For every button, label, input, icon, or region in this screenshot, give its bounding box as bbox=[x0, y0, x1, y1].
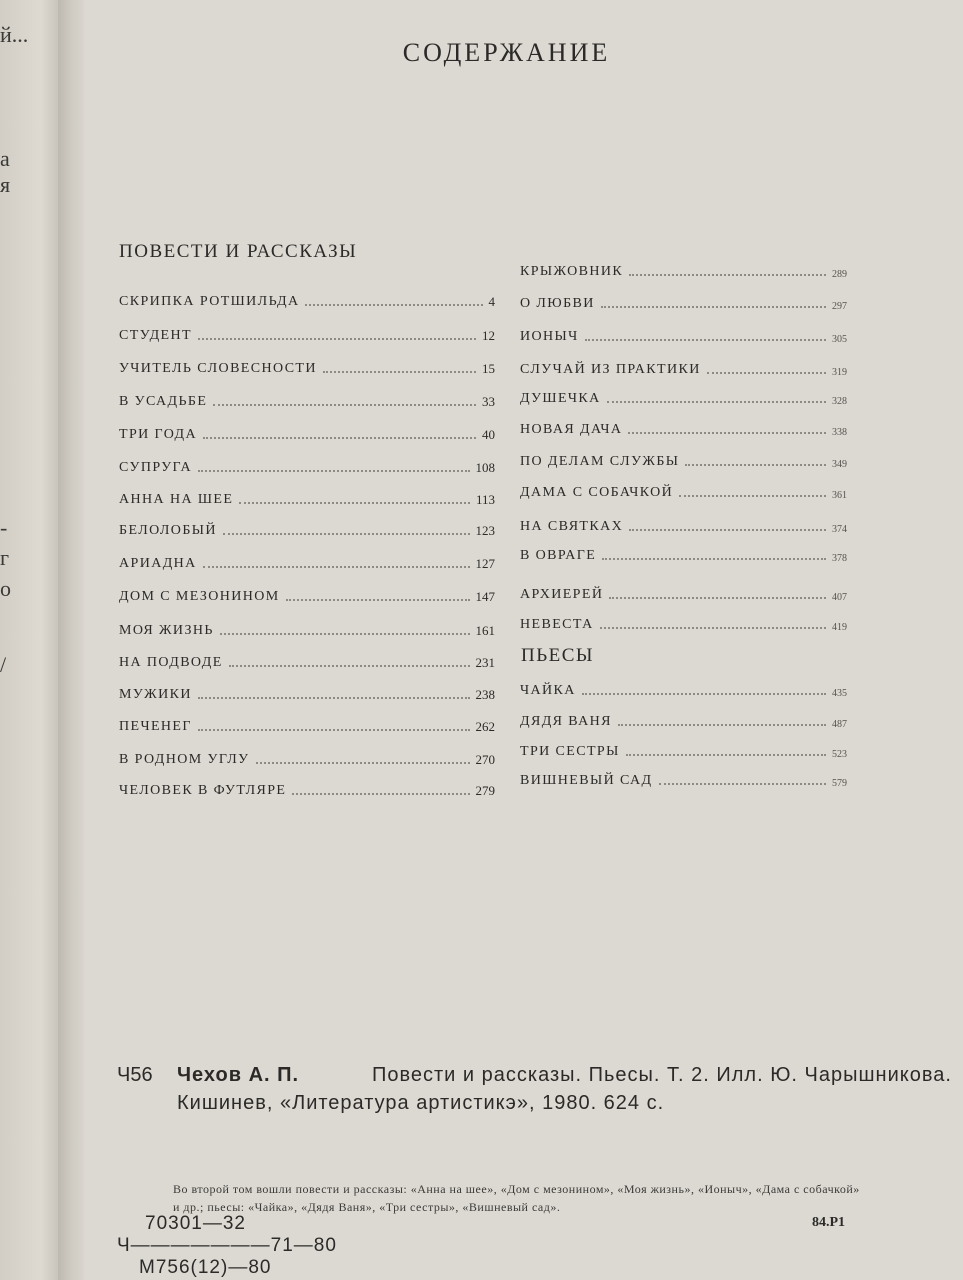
toc-leader-dots bbox=[239, 502, 470, 504]
toc-entry-page: 270 bbox=[475, 752, 495, 767]
toc-entry bbox=[520, 358, 847, 378]
toc-leader-dots bbox=[629, 274, 826, 276]
toc-leader-dots bbox=[292, 793, 469, 795]
toc-entry bbox=[119, 779, 495, 799]
toc-entry-page: 378 bbox=[832, 553, 847, 564]
toc-entry-title: ДОМ С МЕЗОНИНОМ bbox=[119, 589, 280, 604]
section-heading-plays: ПЬЕСЫ bbox=[521, 645, 594, 666]
left-page-edge bbox=[0, 0, 58, 1280]
contents-page bbox=[84, 0, 963, 1280]
toc-entry-title: НА СВЯТКАХ bbox=[520, 519, 624, 534]
toc-leader-dots bbox=[607, 401, 826, 403]
toc-leader-dots bbox=[286, 599, 470, 601]
toc-entry-title: СКРИПКА РОТШИЛЬДА bbox=[119, 294, 300, 309]
toc-entry-title: БЕЛОЛОБЫЙ bbox=[119, 523, 217, 538]
toc-entry-title: ПО ДЕЛАМ СЛУЖБЫ bbox=[520, 454, 680, 469]
toc-entry-title: ДАМА С СОБАЧКОЙ bbox=[520, 485, 674, 500]
toc-entry-page: 297 bbox=[832, 301, 847, 312]
toc-leader-dots bbox=[203, 566, 470, 568]
toc-entry-title: ИОНЫЧ bbox=[520, 329, 579, 344]
toc-entry-title: В ОВРАГЕ bbox=[520, 548, 597, 563]
toc-entry-title: АРИАДНА bbox=[119, 556, 197, 571]
page-title: СОДЕРЖАНИЕ bbox=[402, 38, 611, 67]
left-page-fragment: я bbox=[0, 172, 11, 197]
toc-entry-page: 338 bbox=[832, 427, 847, 438]
toc-entry bbox=[520, 679, 847, 699]
toc-leader-dots bbox=[582, 693, 826, 695]
toc-entry-page: 15 bbox=[482, 361, 495, 376]
left-page-fragment: й... bbox=[0, 22, 29, 47]
toc-entry-title: СЛУЧАЙ ИЗ ПРАКТИКИ bbox=[520, 362, 701, 377]
toc-entry bbox=[520, 613, 847, 633]
toc-leader-dots bbox=[213, 404, 476, 406]
toc-leader-dots bbox=[223, 533, 470, 535]
toc-entry-title: НЕВЕСТА bbox=[520, 617, 594, 632]
toc-entry-title: В УСАДЬБЕ bbox=[119, 394, 208, 409]
toc-leader-dots bbox=[229, 665, 470, 667]
toc-leader-dots bbox=[626, 754, 826, 756]
toc-entry bbox=[119, 456, 495, 476]
toc-entry-page: 487 bbox=[832, 719, 847, 730]
left-page-fragment: - bbox=[0, 515, 8, 540]
toc-entry-page: 328 bbox=[832, 396, 847, 407]
toc-entry-title: СУПРУГА bbox=[119, 460, 193, 475]
toc-entry bbox=[119, 488, 495, 508]
toc-entry-page: 435 bbox=[832, 688, 847, 699]
toc-leader-dots bbox=[707, 372, 826, 374]
toc-leader-dots bbox=[602, 558, 826, 560]
toc-entry bbox=[119, 324, 495, 344]
toc-leader-dots bbox=[198, 697, 470, 699]
toc-entry bbox=[119, 357, 495, 377]
toc-entry bbox=[119, 519, 495, 539]
toc-entry-page: 523 bbox=[832, 749, 847, 760]
toc-entry bbox=[520, 710, 847, 730]
toc-entry bbox=[520, 515, 847, 535]
catalog-index-bottom: М756(12)—80 bbox=[139, 1257, 272, 1278]
toc-entry bbox=[520, 260, 847, 280]
toc-entry bbox=[520, 450, 847, 470]
toc-leader-dots bbox=[305, 304, 482, 306]
toc-entry-page: 579 bbox=[832, 778, 847, 789]
toc-leader-dots bbox=[685, 464, 826, 466]
toc-entry-page: 305 bbox=[832, 334, 847, 345]
toc-entry-title: В РОДНОМ УГЛУ bbox=[119, 752, 250, 767]
toc-entry-title: НОВАЯ ДАЧА bbox=[520, 422, 623, 437]
left-page-fragment: г bbox=[0, 545, 10, 570]
toc-entry-title: НА ПОДВОДЕ bbox=[119, 655, 223, 670]
toc-entry bbox=[520, 292, 847, 312]
section-heading-stories: ПОВЕСТИ И РАССКАЗЫ bbox=[119, 241, 358, 262]
book-title-line: Повести и рассказы. Пьесы. Т. 2. Илл. Ю. Чарышникова. bbox=[372, 1064, 952, 1086]
catalog-index-top: 70301—32 bbox=[145, 1213, 246, 1234]
toc-entry bbox=[119, 683, 495, 703]
toc-entry-title: УЧИТЕЛЬ СЛОВЕСНОСТИ bbox=[119, 361, 317, 376]
toc-entry bbox=[520, 387, 847, 407]
toc-entry bbox=[119, 423, 495, 443]
left-page-fragment: / bbox=[0, 652, 7, 677]
toc-entry-page: 289 bbox=[832, 269, 847, 280]
toc-entry-page: 419 bbox=[832, 622, 847, 633]
classification-code: 84.Р1 bbox=[812, 1215, 846, 1230]
toc-leader-dots bbox=[659, 783, 827, 785]
library-code: Ч56 bbox=[117, 1064, 153, 1086]
toc-entry bbox=[520, 769, 847, 789]
catalog-index-middle: Ч———————71—80 bbox=[117, 1235, 337, 1256]
toc-entry-page: 349 bbox=[832, 459, 847, 470]
toc-entry-title: МУЖИКИ bbox=[119, 687, 192, 702]
toc-leader-dots bbox=[203, 437, 476, 439]
toc-leader-dots bbox=[618, 724, 826, 726]
toc-leader-dots bbox=[198, 338, 476, 340]
toc-leader-dots bbox=[679, 495, 826, 497]
toc-entry-page: 123 bbox=[475, 523, 495, 538]
toc-entry bbox=[520, 583, 847, 603]
toc-entry-title: О ЛЮБВИ bbox=[520, 296, 595, 311]
toc-entry-page: 33 bbox=[482, 394, 495, 409]
toc-entry-page: 361 bbox=[832, 490, 847, 501]
toc-entry-title: ТРИ ГОДА bbox=[119, 427, 197, 442]
toc-entry-title: ДЯДЯ ВАНЯ bbox=[520, 714, 612, 729]
toc-entry-page: 262 bbox=[475, 719, 495, 734]
toc-entry-title: МОЯ ЖИЗНЬ bbox=[119, 623, 214, 638]
left-page-fragment: а bbox=[0, 146, 10, 171]
annotation-text: Во второй том вошли повести и рассказы: «Анна на шее», «Дом с мезонином», «Моя жизнь», «Ионыч», «Дама с собачкой» и др.; пьесы: «Чайка», «Дядя Ваня», «Три сестры», «Вишневый сад». bbox=[173, 1182, 860, 1214]
toc-entry bbox=[520, 740, 847, 760]
author-name: Чехов А. П. bbox=[177, 1064, 300, 1086]
toc-entry-title: СТУДЕНТ bbox=[119, 328, 192, 343]
toc-leader-dots bbox=[600, 627, 826, 629]
toc-entry-title: АРХИЕРЕЙ bbox=[520, 587, 604, 602]
toc-entry-page: 113 bbox=[475, 492, 495, 507]
toc-leader-dots bbox=[609, 597, 826, 599]
toc-leader-dots bbox=[198, 470, 469, 472]
toc-entry bbox=[119, 552, 495, 572]
toc-entry-title: ЧАЙКА bbox=[520, 683, 576, 698]
toc-entry-page: 40 bbox=[482, 427, 495, 442]
toc-entry-title: КРЫЖОВНИК bbox=[520, 264, 624, 279]
toc-entry bbox=[119, 619, 495, 639]
toc-leader-dots bbox=[220, 633, 470, 635]
toc-entry bbox=[119, 585, 495, 605]
toc-entry-title: АННА НА ШЕЕ bbox=[119, 492, 234, 507]
toc-entry-page: 231 bbox=[475, 655, 495, 670]
toc-entry-page: 319 bbox=[832, 367, 847, 378]
toc-leader-dots bbox=[601, 306, 826, 308]
toc-leader-dots bbox=[628, 432, 826, 434]
toc-entry bbox=[119, 651, 495, 671]
toc-entry bbox=[520, 418, 847, 438]
toc-entry-page: 4 bbox=[488, 294, 495, 309]
toc-entry-page: 161 bbox=[475, 623, 495, 638]
toc-entry-page: 407 bbox=[832, 592, 847, 603]
toc-entry-page: 147 bbox=[475, 589, 495, 604]
toc-entry-page: 127 bbox=[475, 556, 495, 571]
toc-entry-page: 374 bbox=[832, 524, 847, 535]
toc-entry-page: 279 bbox=[475, 783, 495, 798]
toc-leader-dots bbox=[256, 762, 470, 764]
toc-leader-dots bbox=[629, 529, 826, 531]
toc-entry-title: ВИШНЕВЫЙ САД bbox=[520, 773, 653, 788]
toc-leader-dots bbox=[585, 339, 826, 341]
left-page-fragment: о bbox=[0, 576, 11, 601]
toc-entry-page: 12 bbox=[482, 328, 495, 343]
toc-entry bbox=[119, 390, 495, 410]
toc-entry-title: ПЕЧЕНЕГ bbox=[119, 719, 192, 734]
toc-leader-dots bbox=[323, 371, 476, 373]
toc-entry bbox=[119, 715, 495, 735]
toc-entry-title: ЧЕЛОВЕК В ФУТЛЯРЕ bbox=[119, 783, 287, 798]
publisher-line: Кишинев, «Литература артистикэ», 1980. 624 с. bbox=[177, 1092, 665, 1114]
toc-entry-title: ТРИ СЕСТРЫ bbox=[520, 744, 620, 759]
toc-entry-page: 108 bbox=[475, 460, 495, 475]
book-gutter bbox=[58, 0, 84, 1280]
toc-entry bbox=[119, 748, 495, 768]
toc-entry bbox=[520, 544, 847, 564]
toc-entry-title: ДУШЕЧКА bbox=[520, 391, 601, 406]
toc-leader-dots bbox=[198, 729, 470, 731]
toc-entry bbox=[119, 290, 495, 310]
toc-entry-page: 238 bbox=[475, 687, 495, 702]
toc-entry bbox=[520, 481, 847, 501]
toc-entry bbox=[520, 325, 847, 345]
